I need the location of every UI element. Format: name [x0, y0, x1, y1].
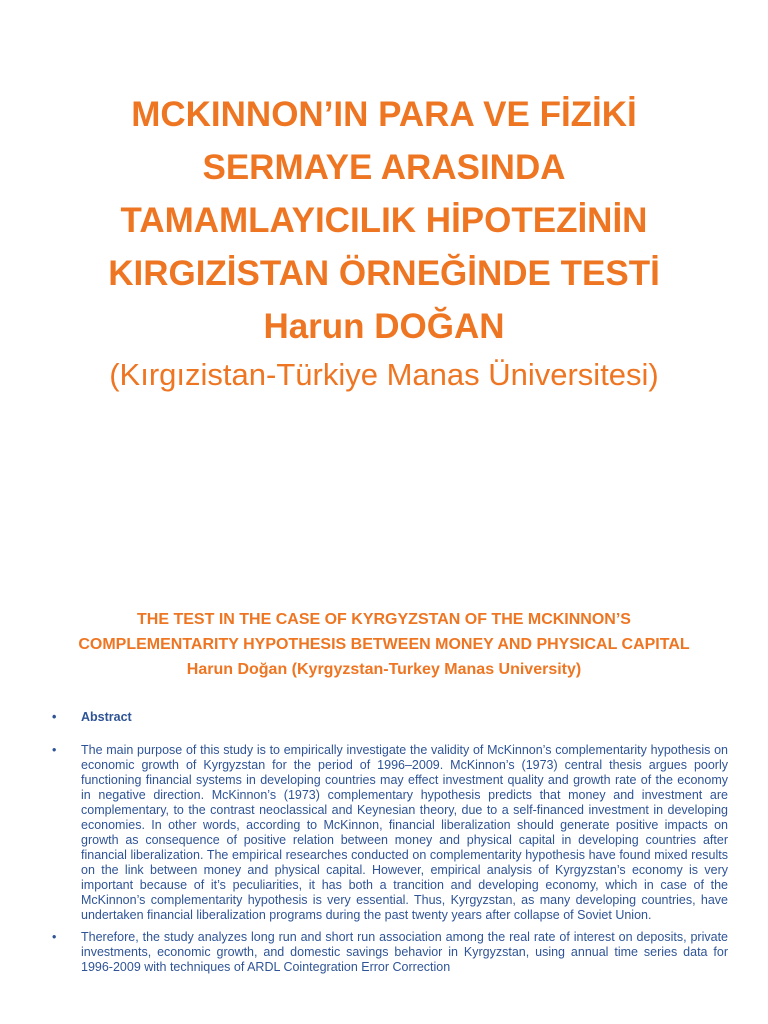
abstract-list	[52, 710, 728, 975]
abstract-paragraph-1: The main purpose of this study is to empirically investigate the validity of McKinnon’s complementarity hypothesis on economic growth of Kyrgyzstan for the period of 1996–2009. McKinnon’s (1973) central thesis argues poorly functioning financial systems in developing countries may effect investment quality and growth rate of the economy in negative direction. McKinnon’s (1973) complementary hypothesis predicts that money and investment are complementary, to the contrast neoclassical and Keynesian theory, due to a self-financed investment in developing economies. In other words, according to McKinnon, financial liberalization should generate positive impacts on growth as consequence of positive relation between money and physical capital in developing countries after financial liberalization. The empirical researches conducted on complementarity hypothesis have found mixed results on the link between money and physical capital. However, empirical analysis of Kyrgyzstan’s economy is very important because of it’s peculiarities, it has both a trancition and developing economy, which in case of the McKinnon’s complementarity hypothesis is very essential. Thus, Kyrgyzstan, as many developing countries, have undertaken financial liberalization programs during the past twenty years after collapse of Soviet Union.	[81, 743, 728, 922]
list-item	[52, 930, 728, 975]
author-affiliation: (Kırgızistan-Türkiye Manas Üniversitesi)	[109, 357, 659, 392]
title-line-3: TAMAMLAYICILIK HİPOTEZİNİN	[120, 201, 648, 240]
abstract-label: Abstract	[81, 710, 132, 724]
abstract-slide	[0, 576, 768, 1024]
list-item	[52, 743, 728, 923]
english-title-line-2: COMPLEMENTARITY HYPOTHESIS BETWEEN MONEY AND PHYSICAL CAPITAL	[78, 636, 690, 653]
english-title	[10, 607, 758, 682]
bullet-icon: •	[52, 930, 57, 944]
title-block	[20, 88, 748, 397]
author-name: Harun DOĞAN	[263, 307, 505, 346]
abstract-paragraph-2: Therefore, the study analyzes long run and short run association among the real rate of interest on deposits, private investments, economic growth, and domestic savings behavior in Kyrgyzstan, using annual time series data for 1996-2009 with techniques of ARDL Cointegration Error Correction	[81, 930, 728, 974]
bullet-icon: •	[52, 710, 57, 724]
title-line-4: KIRGIZİSTAN ÖRNEĞİNDE TESTİ	[108, 254, 660, 293]
list-item	[52, 710, 728, 725]
title-line-1: MCKINNON’IN PARA VE FİZİKİ	[131, 95, 637, 134]
bullet-icon: •	[52, 743, 57, 757]
english-author-line: Harun Doğan (Kyrgyzstan-Turkey Manas University)	[186, 661, 582, 678]
title-line-2: SERMAYE ARASINDA	[202, 148, 566, 187]
english-title-line-1: THE TEST IN THE CASE OF KYRGYZSTAN OF THE MCKINNON’S	[137, 611, 631, 628]
